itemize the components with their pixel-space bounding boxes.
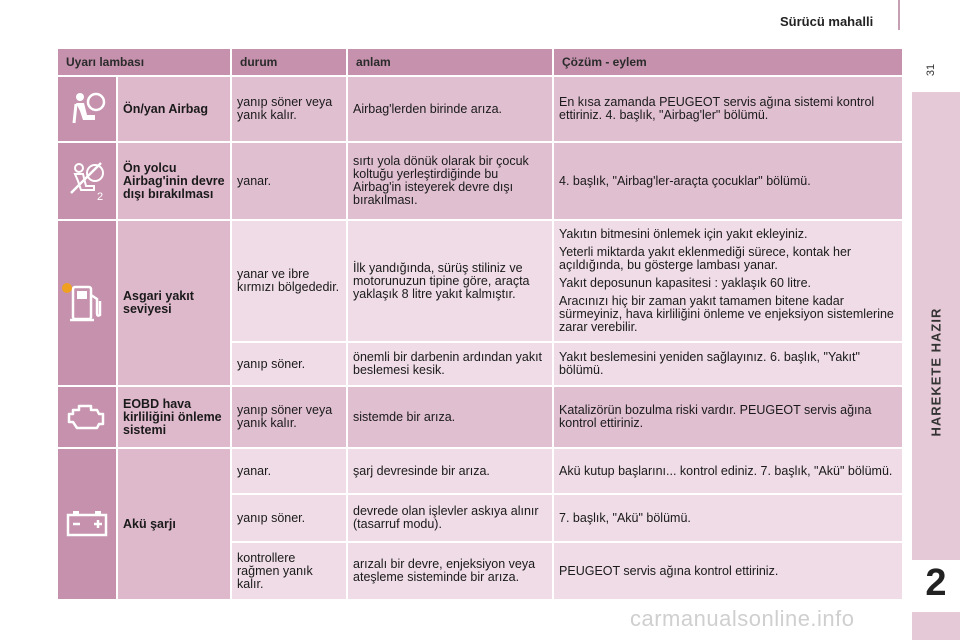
solution-text: En kısa zamanda PEUGEOT servis ağına sistemi kontrol ettiriniz. 4. başlık, "Airbag'ler" bölümü. [559, 95, 875, 122]
table-row-eobd [57, 386, 903, 448]
status-passenger-airbag: yanar. [231, 142, 347, 220]
row-name-airbag: Ön/yan Airbag [117, 76, 231, 142]
table-row-airbag [57, 76, 903, 142]
chapter-tab-label [929, 389, 944, 437]
page-header-title: Sürücü mahalli [780, 14, 874, 29]
solution-text: Yeterli miktarda yakıt eklenmediği sürece, kontak her açıldığında, bu gösterge lambası yanar. [559, 245, 852, 272]
solution-battery-2 [553, 494, 903, 542]
solution-text: Aracınızı hiç bir zaman yakıt tamamen bitene kadar sürmeyiniz, hava kirliliğini önleme ve enjeksiyon sistemlerine zarar verebilir. [559, 294, 894, 334]
row-name-battery: Akü şarjı [117, 448, 231, 600]
meaning-battery-2: devrede olan işlevler askıya alınır (tasarruf modu). [347, 494, 553, 542]
icon-cell-eobd [57, 386, 117, 448]
solution-fuel-1 [553, 220, 903, 342]
solution-text: Yakıt deposunun kapasitesi : yaklaşık 60 litre. [559, 276, 812, 290]
table-row-fuel [57, 220, 903, 342]
table-row-passenger-airbag [57, 142, 903, 220]
icon-cell-fuel [57, 220, 117, 386]
status-battery-1: yanar. [231, 448, 347, 494]
icon-cell-passenger-airbag [57, 142, 117, 220]
row-name-passenger-airbag: Ön yolcu Airbag'inin devre dışı bırakılması [117, 142, 231, 220]
icon-cell-airbag [57, 76, 117, 142]
meaning-airbag: Airbag'lerden birinde arıza. [347, 76, 553, 142]
solution-eobd [553, 386, 903, 448]
header-warning-light: Uyarı lambası [57, 48, 231, 76]
header-meaning: anlam [347, 48, 553, 76]
solution-battery-3 [553, 542, 903, 600]
solution-passenger-airbag [553, 142, 903, 220]
fuel-warning-dot [62, 283, 72, 293]
meaning-eobd: sistemde bir arıza. [347, 386, 553, 448]
status-battery-2: yanıp söner. [231, 494, 347, 542]
table-header-row [57, 48, 903, 76]
solution-text: 4. başlık, "Airbag'ler-araçta çocuklar" bölümü. [559, 173, 811, 188]
solution-airbag [553, 76, 903, 142]
table-row-battery [57, 448, 903, 494]
fuel-pump-icon [67, 281, 107, 325]
solution-text: Yakıt beslemesini yeniden sağlayınız. 6. başlık, "Yakıt" bölümü. [559, 350, 860, 377]
meaning-fuel-2: önemli bir darbenin ardından yakıt beslemesi kesik. [347, 342, 553, 386]
status-eobd: yanıp söner veya yanık kalır. [231, 386, 347, 448]
solution-text: Yakıtın bitmesini önlemek için yakıt ekleyiniz. [559, 227, 808, 241]
engine-check-icon [65, 400, 109, 434]
chapter-number: 2 [925, 562, 947, 604]
solution-fuel-2 [553, 342, 903, 386]
status-airbag: yanıp söner veya yanık kalır. [231, 76, 347, 142]
warning-lights-table [56, 47, 904, 601]
meaning-battery-1: şarj devresinde bir arıza. [347, 448, 553, 494]
header-rule [898, 0, 900, 30]
status-fuel-1: yanar ve ibre kırmızı bölgededir. [231, 220, 347, 342]
passenger-airbag-off-icon [65, 159, 109, 203]
icon-cell-battery [57, 448, 117, 600]
solution-battery-1 [553, 448, 903, 494]
airbag-icon [67, 89, 107, 129]
battery-icon [65, 509, 109, 539]
meaning-battery-3: arızalı bir devre, enjeksiyon veya ateşleme sisteminde bir arıza. [347, 542, 553, 600]
meaning-fuel-1: İlk yandığında, sürüş stiliniz ve motorunuzun tipine göre, araçta yaklaşık 8 litre yakıt kalmıştır. [347, 220, 553, 342]
solution-text: PEUGEOT servis ağına kontrol ettiriniz. [559, 563, 779, 578]
solution-text: Akü kutup başlarını... kontrol ediniz. 7. başlık, "Akü" bölümü. [559, 463, 893, 478]
header-solution: Çözüm - eylem [553, 48, 903, 76]
meaning-passenger-airbag: sırtı yola dönük olarak bir çocuk koltuğu yerleştirdiğinde bu Airbag'in isteyerek devre dışı bırakılması. [347, 142, 553, 220]
watermark: carmanualsonline.info [630, 606, 855, 631]
header-status: durum [231, 48, 347, 76]
status-fuel-2: yanıp söner. [231, 342, 347, 386]
page-number: 31 [925, 63, 938, 77]
svg-text:2: 2 [97, 191, 104, 203]
solution-text: Katalizörün bozulma riski vardır. PEUGEOT servis ağına kontrol ettiriniz. [559, 403, 872, 430]
status-battery-3: kontrollere rağmen yanık kalır. [231, 542, 347, 600]
row-name-fuel: Asgari yakıt seviyesi [117, 220, 231, 386]
row-name-eobd: EOBD hava kirliliğini önleme sistemi [117, 386, 231, 448]
solution-text: 7. başlık, "Akü" bölümü. [559, 510, 691, 525]
